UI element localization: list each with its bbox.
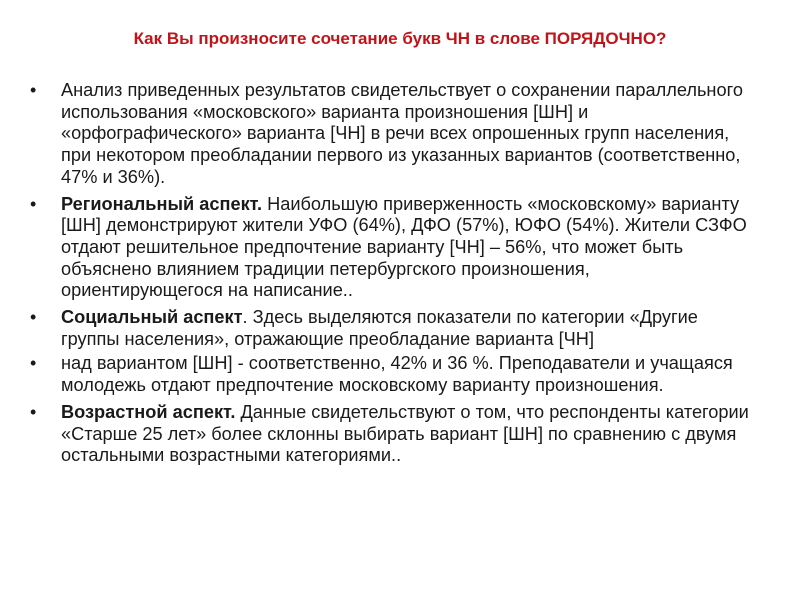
bullet-item-analysis bbox=[30, 80, 750, 189]
bullet-lead: Возрастной аспект. bbox=[61, 401, 236, 422]
bullet-text bbox=[61, 80, 743, 187]
bullet-item-social-continued bbox=[30, 353, 750, 396]
bullet-body: Данные свидетельствуют о том, что респонденты категории «Старше 25 лет» более склонны выбирать вариант [ШН] по сравнению с двумя остальными возрастными категориями.. bbox=[61, 401, 749, 466]
bullet-list bbox=[30, 80, 750, 472]
bullet-item-age bbox=[30, 402, 750, 467]
bullet-item-regional bbox=[30, 194, 750, 303]
bullet-body: Анализ приведенных результатов свидетельствует о сохранении параллельного использования «московского» варианта произношения [ШН] и «орфографического» варианта [ЧН] в речи всех опрошенных групп населения, при некотором преобладании первого из указанных вариантов (соответственно, 47% и 36%). bbox=[61, 80, 743, 187]
bullet-item-social bbox=[30, 307, 750, 350]
bullet-text bbox=[61, 307, 698, 349]
bullet-lead: Региональный аспект. bbox=[61, 193, 263, 214]
bullet-marker: • bbox=[30, 307, 37, 328]
bullet-text bbox=[61, 194, 747, 301]
bullet-lead: Социальный аспект bbox=[61, 307, 243, 328]
bullet-marker: • bbox=[30, 80, 37, 100]
bullet-body: . Здесь выделяются показатели по категории «Другие группы населения», отражающие преобладание варианта [ЧН] bbox=[61, 307, 698, 349]
bullet-body: над вариантом [ШН] - соответственно, 42% и 36 %. Преподаватели и учащаяся молодежь отдают предпочтение московскому варианту произношения. bbox=[61, 353, 733, 396]
bullet-marker: • bbox=[30, 353, 37, 374]
bullet-marker: • bbox=[30, 193, 37, 214]
bullet-text bbox=[61, 402, 749, 465]
bullet-body: Наибольшую приверженность «московскому» варианту [ШН] демонстрируют жители УФО (64%), ДФО (57%), ЮФО (54%). Жители СЗФО отдают решительное предпочтение варианту [ЧН] – 56%, что может быть объяснено влиянием традиции петербургского произношения, ориентирующегося на написание.. bbox=[61, 193, 747, 301]
bullet-marker: • bbox=[30, 401, 37, 422]
bullet-text bbox=[61, 353, 733, 395]
slide-title: Как Вы произносите сочетание букв ЧН в слове ПОРЯДОЧНО? bbox=[133, 29, 667, 48]
